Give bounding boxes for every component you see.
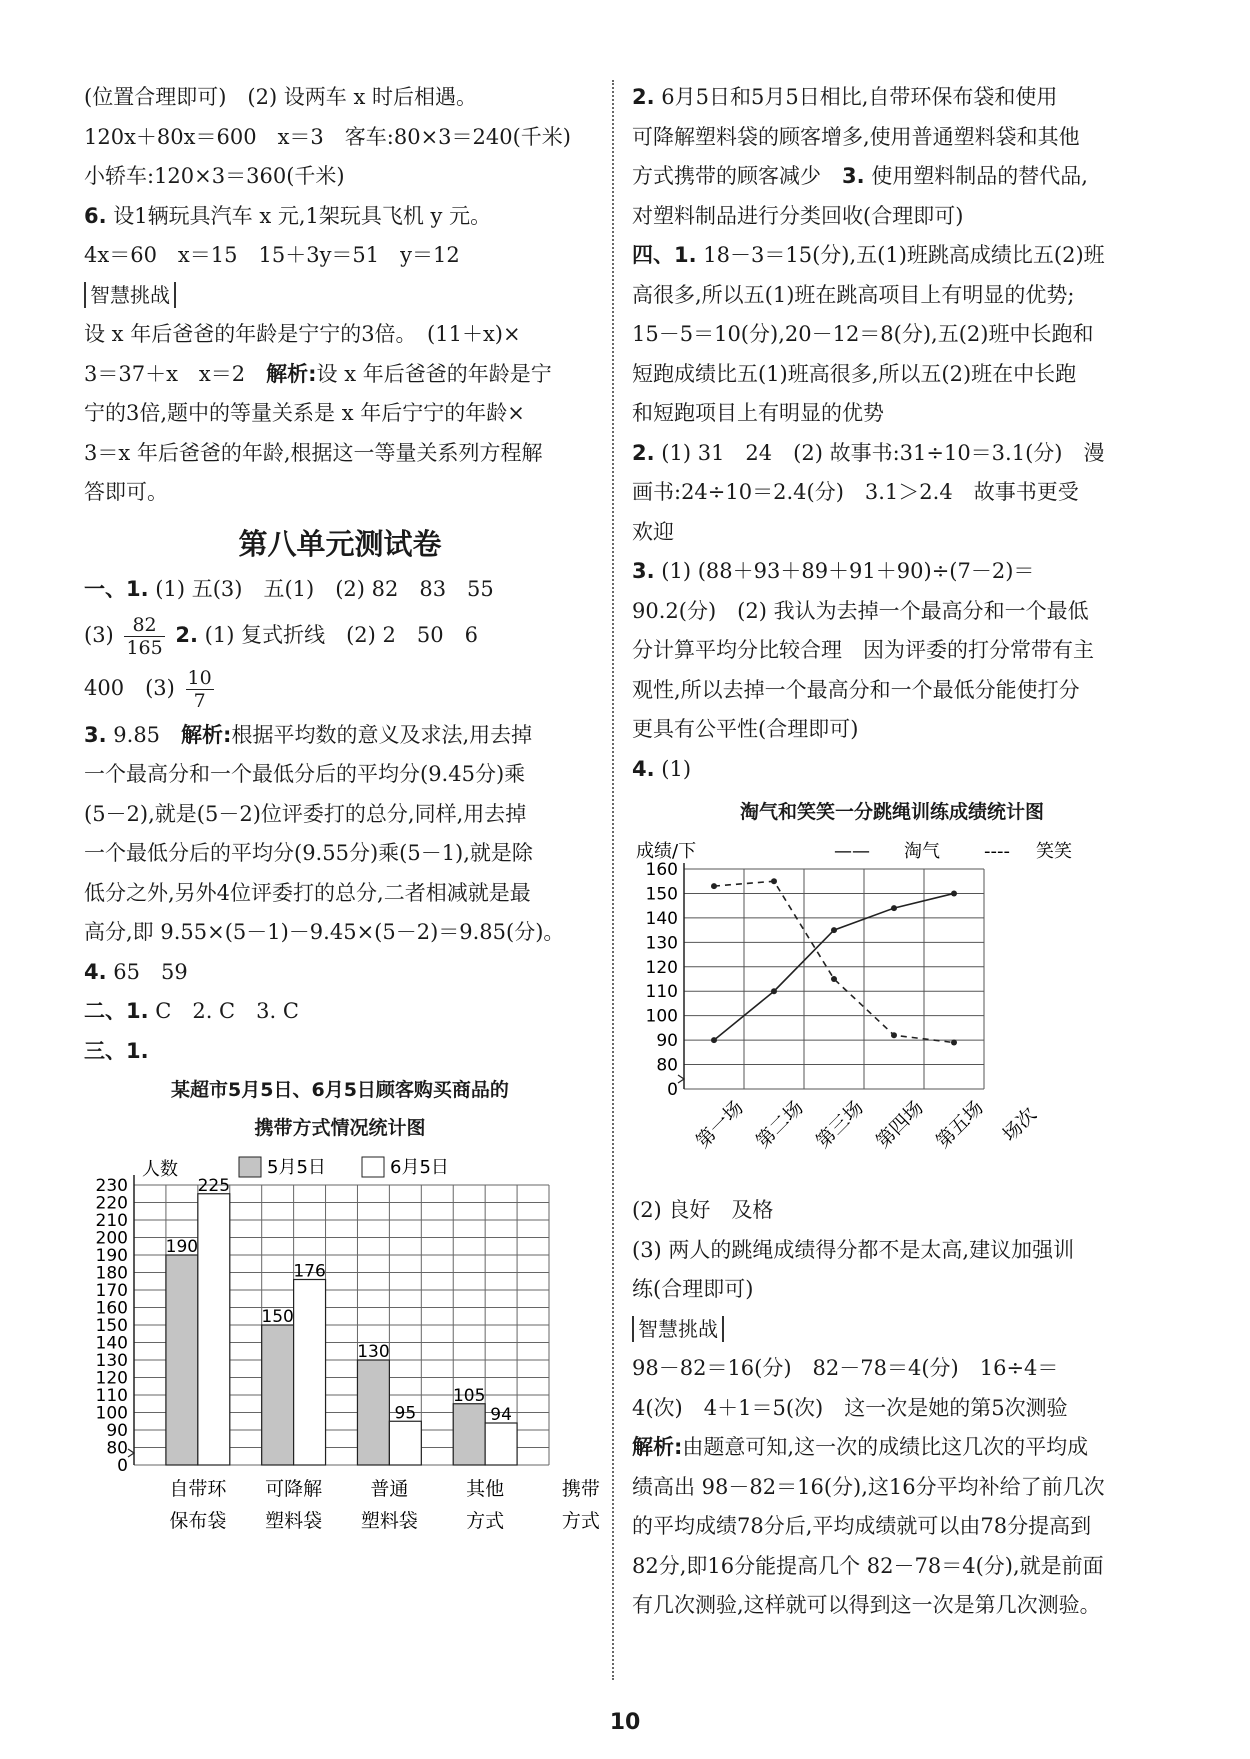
y-tick-label: 90	[656, 1031, 678, 1052]
bar-chart-title-2: 携带方式情况统计图	[254, 1117, 426, 1139]
bar-value-label: 105	[452, 1385, 486, 1406]
line-chart-title: 淘气和笑笑一分跳绳训练成绩统计图	[739, 801, 1044, 823]
category-label: 塑料袋	[265, 1510, 323, 1532]
legend-label-taoqi: 淘气	[904, 841, 940, 862]
legend-marker-solid: ——	[834, 841, 870, 862]
text-line: 对塑料制品进行分类回收(合理即可)	[632, 203, 964, 228]
text-line: 98－82＝16(分) 82－78＝4(分) 16÷4＝	[632, 1356, 1059, 1380]
data-point	[951, 890, 957, 896]
text-line: (2) 良好 及格	[632, 1198, 774, 1222]
axis-break	[128, 1449, 134, 1457]
text-line: 3＝x 年后爸爸的年龄,根据这一等量关系列方程解	[84, 440, 543, 465]
legend-swatch-may	[239, 1157, 261, 1177]
category-label: 其他	[466, 1478, 505, 1500]
data-point	[831, 927, 837, 933]
fraction: $\frac{10}{7}$	[187, 666, 212, 712]
bar-chart	[84, 1147, 600, 1557]
y-tick-label: 160	[95, 1298, 128, 1319]
x-tick-label: 第二场	[751, 1096, 808, 1153]
text-line: 更具有公平性(合理即可)	[632, 717, 859, 741]
y-tick-label: 110	[645, 982, 678, 1003]
y-tick-label: 0	[667, 1080, 678, 1100]
text-line: 高分,即 9.55×(5－1)－9.45×(5－2)＝9.85(分)。	[84, 920, 565, 944]
data-point	[771, 878, 777, 884]
data-point	[831, 976, 837, 982]
y-tick-label: 120	[95, 1368, 128, 1389]
data-point	[711, 1037, 717, 1043]
challenge-tag: 智慧挑战	[84, 282, 176, 308]
section-title: 第八单元测试卷	[238, 526, 442, 561]
text-line: 82分,即16分能提高几个 82－78＝4(分),就是前面	[632, 1553, 1104, 1578]
bar-value-label: 130	[357, 1342, 390, 1362]
text-line: 4x＝60 x＝15 15＋3y＝51 y＝12	[84, 243, 460, 267]
text-line: 短跑成绩比五(1)班高很多,所以五(2)班在中长跑	[632, 361, 1077, 386]
page-number: 10	[609, 1710, 641, 1735]
data-point	[891, 1032, 897, 1038]
y-tick-label: 140	[95, 1333, 128, 1354]
challenge-heading	[632, 1310, 1152, 1350]
x-tick-label: 第一场	[691, 1096, 748, 1153]
text-line: 4. 65 59	[84, 959, 188, 984]
fraction: $\frac{82}{165}$	[126, 613, 163, 659]
y-tick-label: 0	[117, 1456, 128, 1476]
x-tick-label: 第四场	[871, 1096, 928, 1153]
text-line: 6. 设1辆玩具汽车 x 元,1架玩具飞机 y 元。	[84, 203, 492, 228]
category-label: 方式	[466, 1510, 505, 1532]
text-line: 3. (1) (88＋93＋89＋91＋90)÷(7－2)＝	[632, 559, 1035, 583]
left-column	[84, 78, 600, 1557]
x-tick-label: 第三场	[811, 1096, 868, 1153]
y-tick-label: 120	[645, 957, 678, 978]
text-line: 二、1. C 2. C 3. C	[84, 999, 299, 1023]
axis-break	[678, 1075, 684, 1083]
text-line: 和短跑项目上有明显的优势	[632, 401, 884, 425]
y-tick-label: 90	[106, 1421, 128, 1441]
bar-value-label: 190	[165, 1237, 199, 1257]
text-line: 小轿车:120×3＝360(千米)	[84, 164, 345, 188]
y-tick-label: 100	[95, 1403, 128, 1424]
data-point	[951, 1040, 957, 1046]
bar-june	[485, 1423, 517, 1465]
data-point	[891, 905, 897, 911]
y-tick-label: 230	[95, 1176, 128, 1196]
text-line: 可降解塑料袋的顾客增多,使用普通塑料袋和其他	[632, 124, 1080, 149]
column-divider	[612, 80, 614, 1680]
category-label: 保布袋	[169, 1510, 227, 1532]
text-line: (5－2),就是(5－2)位评委打的总分,同样,用去掉	[84, 801, 527, 826]
x-tick-label: 第五场	[931, 1096, 988, 1153]
y-tick-label: 140	[645, 908, 678, 929]
text-line: 画书:24÷10＝2.4(分) 3.1＞2.4 故事书更受	[632, 480, 1079, 504]
y-tick-label: 80	[656, 1055, 678, 1076]
y-tick-label: 150	[645, 884, 678, 905]
y-tick-label: 200	[95, 1228, 128, 1249]
text-line: 一个最低分后的平均分(9.55分)乘(5－1),就是除	[84, 841, 533, 865]
y-tick-label: 100	[645, 1006, 678, 1027]
y-tick-label: 190	[95, 1246, 128, 1266]
bar-june	[198, 1194, 230, 1465]
text-line: (3) 两人的跳绳成绩得分都不是太高,建议加强训	[632, 1237, 1075, 1262]
text-line: 90.2(分) (2) 我认为去掉一个最高分和一个最低	[632, 598, 1089, 623]
category-label: 携带	[561, 1478, 600, 1500]
bar-value-label: 94	[490, 1405, 512, 1425]
text-line: 2. (1) 31 24 (2) 故事书:31÷10＝3.1(分) 漫	[632, 440, 1105, 465]
category-label: 可降解	[265, 1478, 323, 1500]
text-line: 2. 6月5日和5月5日相比,自带环保布袋和使用	[632, 85, 1058, 109]
y-axis-label: 成绩/下	[636, 841, 697, 862]
bar-may	[453, 1404, 485, 1465]
text-line: 设 x 年后爸爸的年龄是宁宁的3倍。 (11＋x)×	[84, 322, 521, 346]
text-line: 解析:由题意可知,这一次的成绩比这几次的平均成	[632, 1435, 1089, 1459]
text-line: 一、1. (1) 五(3) 五(1) (2) 82 83 55	[84, 577, 494, 601]
legend-label-xiaoxiao: 笑笑	[1036, 841, 1072, 862]
text-line: 3＝37＋x x＝2 解析:设 x 年后爸爸的年龄是宁	[84, 361, 552, 386]
y-tick-label: 150	[95, 1316, 128, 1336]
bar-may	[166, 1255, 198, 1465]
text-line: 有几次测验,这样就可以得到这一次是第几次测验。	[632, 1593, 1101, 1617]
category-label: 塑料袋	[360, 1510, 418, 1532]
text-line: 四、1. 18－3＝15(分),五(1)班跳高成绩比五(2)班	[632, 243, 1105, 267]
legend-swatch-june	[362, 1157, 384, 1177]
challenge-heading	[84, 276, 596, 316]
y-tick-label: 170	[95, 1281, 128, 1301]
y-tick-label: 160	[645, 860, 678, 880]
text-line: 三、1.	[84, 1038, 149, 1063]
y-tick-label: 220	[95, 1193, 128, 1214]
x-axis-label: 场次	[998, 1103, 1041, 1146]
y-tick-label: 130	[645, 933, 678, 954]
text-line: 观性,所以去掉一个最高分和一个最低分能使打分	[632, 677, 1080, 702]
legend-marker-dashed: ----	[984, 841, 1010, 862]
category-label: 普通	[370, 1478, 409, 1500]
text-line: 练(合理即可)	[632, 1277, 754, 1301]
legend-label-june: 6月5日	[390, 1157, 449, 1178]
y-axis-label: 人数	[142, 1159, 178, 1180]
bar-value-label: 150	[261, 1307, 294, 1327]
text-line: 分计算平均分比较合理 因为评委的打分常带有主	[632, 638, 1094, 662]
text-line: 4. (1)	[632, 756, 692, 781]
text-line: 方式携带的顾客减少 3. 使用塑料制品的替代品,	[632, 164, 1088, 188]
text-line: 15－5＝10(分),20－12＝8(分),五(2)班中长跑和	[632, 322, 1094, 346]
bar-june	[294, 1280, 326, 1466]
y-tick-label: 130	[95, 1351, 128, 1371]
text-line: 低分之外,另外4位评委打的总分,二者相减就是最	[84, 880, 531, 905]
line-chart	[632, 831, 1132, 1191]
y-tick-label: 80	[106, 1438, 128, 1459]
text-line: 一个最高分和一个最低分后的平均分(9.45分)乘	[84, 762, 526, 786]
bar-value-label: 95	[394, 1403, 417, 1424]
y-tick-label: 210	[95, 1211, 128, 1231]
bar-may	[357, 1360, 389, 1465]
category-label: 方式	[561, 1510, 600, 1532]
text-line: 120x＋80x＝600 x＝3 客车:80×3＝240(千米)	[84, 124, 571, 149]
bar-june	[389, 1421, 421, 1465]
bar-value-label: 225	[197, 1175, 231, 1196]
series-line-xiaoxiao	[714, 881, 954, 1042]
category-label: 自带环	[169, 1478, 227, 1500]
text-line: (位置合理即可) (2) 设两车 x 时后相遇。	[84, 85, 478, 109]
text-line: 的平均成绩78分后,平均成绩就可以由78分提高到	[632, 1514, 1092, 1538]
bar-chart-title-1: 某超市5月5日、6月5日顾客购买商品的	[171, 1079, 509, 1101]
data-point	[771, 988, 777, 994]
challenge-tag: 智慧挑战	[632, 1316, 724, 1342]
text-line: 欢迎	[632, 519, 674, 544]
y-tick-label: 110	[95, 1386, 128, 1406]
text-line: 高很多,所以五(1)班在跳高项目上有明显的优势;	[632, 282, 1075, 307]
right-column	[632, 78, 1152, 1626]
text-line: 绩高出 98－82＝16(分),这16分平均补给了前几次	[632, 1474, 1105, 1499]
text-line: 400 (3) $\frac{10}{7}$	[84, 666, 212, 712]
text-line: 4(次) 4＋1＝5(次) 这一次是她的第5次测验	[632, 1395, 1068, 1420]
bar-value-label: 176	[293, 1261, 326, 1282]
y-tick-label: 180	[95, 1263, 128, 1284]
text-line: 宁的3倍,题中的等量关系是 x 年后宁宁的年龄×	[84, 401, 525, 425]
bar-may	[262, 1325, 294, 1465]
text-line: 3. 9.85 解析:根据平均数的意义及求法,用去掉	[84, 722, 533, 747]
legend-label-may: 5月5日	[267, 1157, 326, 1178]
text-line: 答即可。	[84, 480, 168, 504]
data-point	[711, 883, 717, 889]
text-line: (3) $\frac{82}{165}$ 2. (1) 复式折线 (2) 2 50 6	[84, 613, 478, 659]
